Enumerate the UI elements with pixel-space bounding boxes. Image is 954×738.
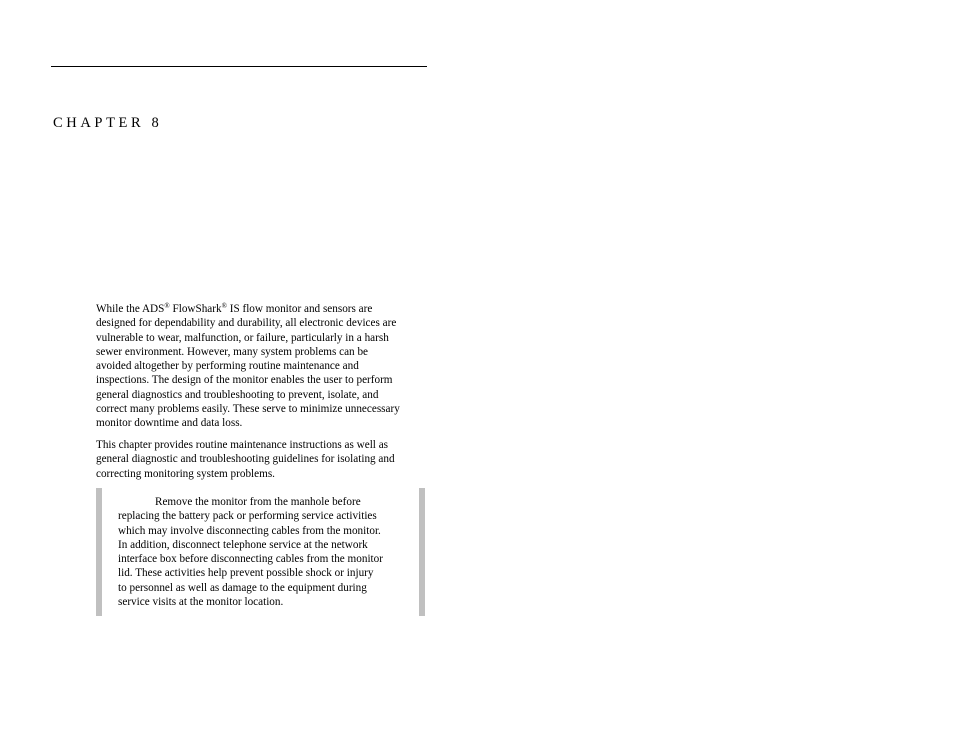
- paragraph-line: designed for dependability and durability, all electronic devices are: [96, 317, 397, 330]
- warning-line: In addition, disconnect telephone service at the network: [118, 538, 368, 551]
- chapter-heading: CHAPTER 8: [53, 115, 163, 131]
- paragraph-line: inspections. The design of the monitor enables the user to perform: [96, 374, 393, 387]
- paragraph-line: general diagnostics and troubleshooting to prevent, isolate, and: [96, 388, 379, 401]
- header-rule: [51, 66, 427, 67]
- text-run: FlowShark: [169, 303, 222, 315]
- paragraph-line: avoided altogether by performing routine maintenance and: [96, 360, 359, 372]
- registered-mark: ®: [221, 302, 227, 310]
- warning-line: interface box before disconnecting cables from the monitor: [118, 553, 383, 565]
- registered-mark: ®: [164, 302, 170, 310]
- paragraph-line: This chapter provides routine maintenance instructions as well as: [96, 439, 389, 451]
- scope-paragraph: [96, 438, 428, 481]
- warning-line: Remove the monitor from the manhole before: [155, 496, 361, 508]
- warning-line: lid. These activities help prevent possible shock or injury: [118, 567, 374, 580]
- paragraph-line: vulnerable to wear, malfunction, or failure, particularly in a harsh: [96, 331, 389, 344]
- text-run: While the ADS: [96, 303, 165, 315]
- warning-line: replacing the battery pack or performing service activities: [118, 510, 377, 523]
- paragraph-line: sewer environment. However, many system problems can be: [96, 345, 369, 358]
- paragraph-line: [96, 302, 428, 316]
- warning-bar-right: [419, 488, 425, 616]
- warning-line: service visits at the monitor location.: [118, 595, 284, 608]
- warning-box: [96, 488, 425, 616]
- paragraph-line: correct many problems easily. These serve to minimize unnecessary: [96, 402, 400, 415]
- paragraph-line: general diagnostic and troubleshooting guidelines for isolating and: [96, 453, 395, 466]
- text-run: IS flow monitor and sensors are: [226, 303, 373, 315]
- warning-bar-left: [96, 488, 102, 616]
- warning-text: [118, 495, 383, 609]
- paragraph-line: monitor downtime and data loss.: [96, 417, 243, 429]
- paragraph-line: correcting monitoring system problems.: [96, 467, 275, 480]
- warning-line: to personnel as well as damage to the equipment during: [118, 581, 367, 594]
- intro-paragraph: [96, 302, 428, 430]
- warning-line: which may involve disconnecting cables from the monitor.: [118, 524, 381, 537]
